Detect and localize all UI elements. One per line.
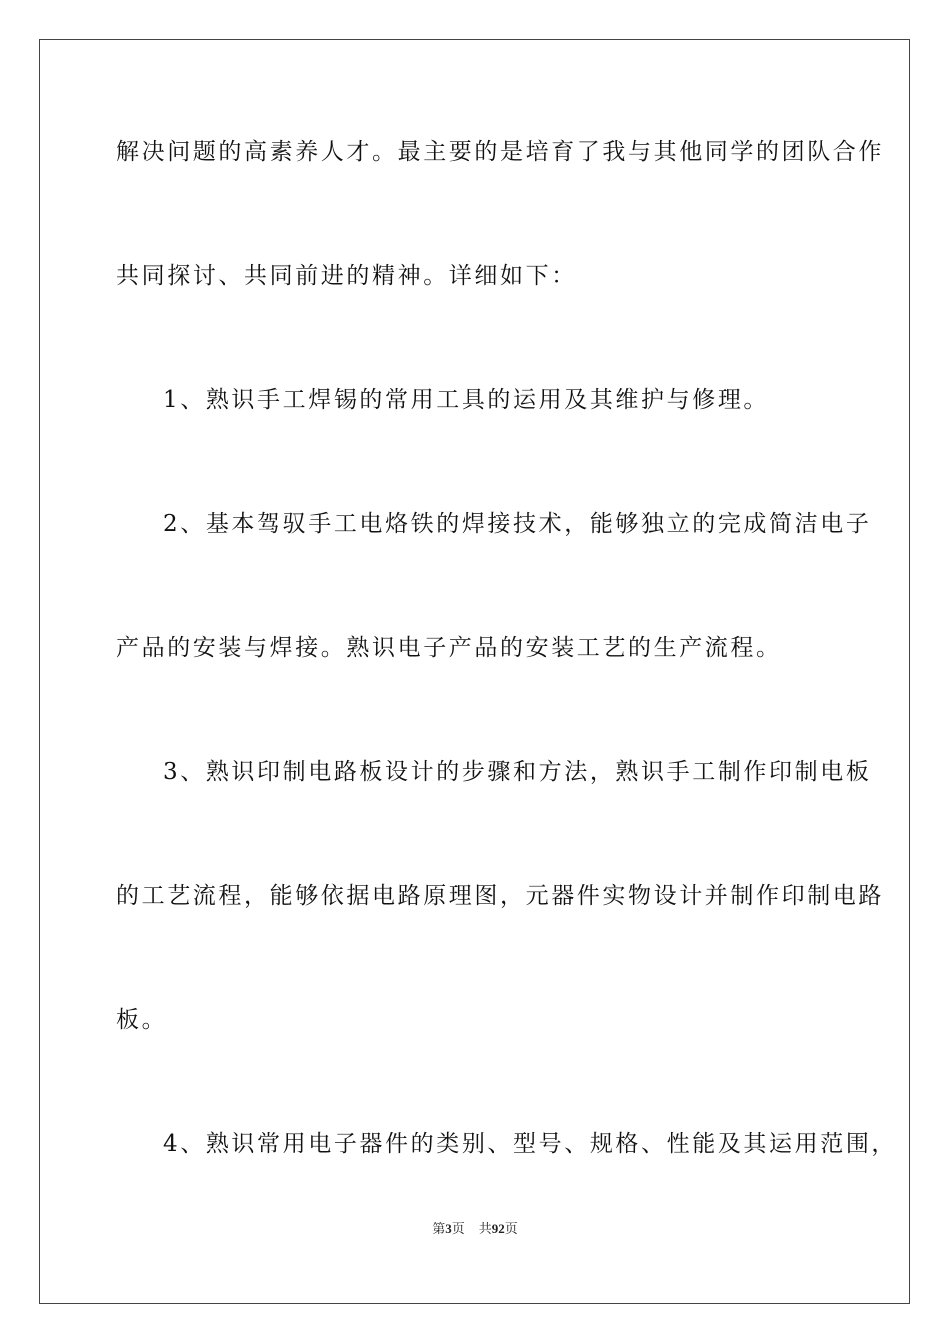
list-item-1: 1、熟识手工焊锡的常用工具的运用及其维护与修理。 [163, 387, 770, 413]
page-prefix: 第 [432, 1221, 446, 1236]
total-suffix: 页 [504, 1221, 518, 1236]
body-text-line: 解决问题的高素养人才。最主要的是培育了我与其他同学的团队合作 [116, 139, 884, 165]
page-suffix: 页 [451, 1221, 465, 1236]
body-text-line: 产品的安装与焊接。熟识电子产品的安装工艺的生产流程。 [116, 635, 782, 661]
body-text-line: 共同探讨、共同前进的精神。详细如下： [116, 263, 577, 289]
page-current: 3 [445, 1221, 452, 1236]
page-footer [0, 1220, 950, 1238]
page-total: 92 [491, 1221, 505, 1236]
page-border [39, 39, 910, 1304]
body-text-line: 板。 [116, 1007, 168, 1033]
total-prefix: 共 [478, 1221, 492, 1236]
list-item-4: 4、熟识常用电子器件的类别、型号、规格、性能及其运用范围， [163, 1131, 898, 1157]
list-item-3: 3、熟识印制电路板设计的步骤和方法，熟识手工制作印制电板 [163, 759, 872, 785]
body-text-line: 的工艺流程，能够依据电路原理图，元器件实物设计并制作印制电路 [116, 883, 884, 909]
list-item-2: 2、基本驾驭手工电烙铁的焊接技术，能够独立的完成简洁电子 [163, 511, 872, 537]
